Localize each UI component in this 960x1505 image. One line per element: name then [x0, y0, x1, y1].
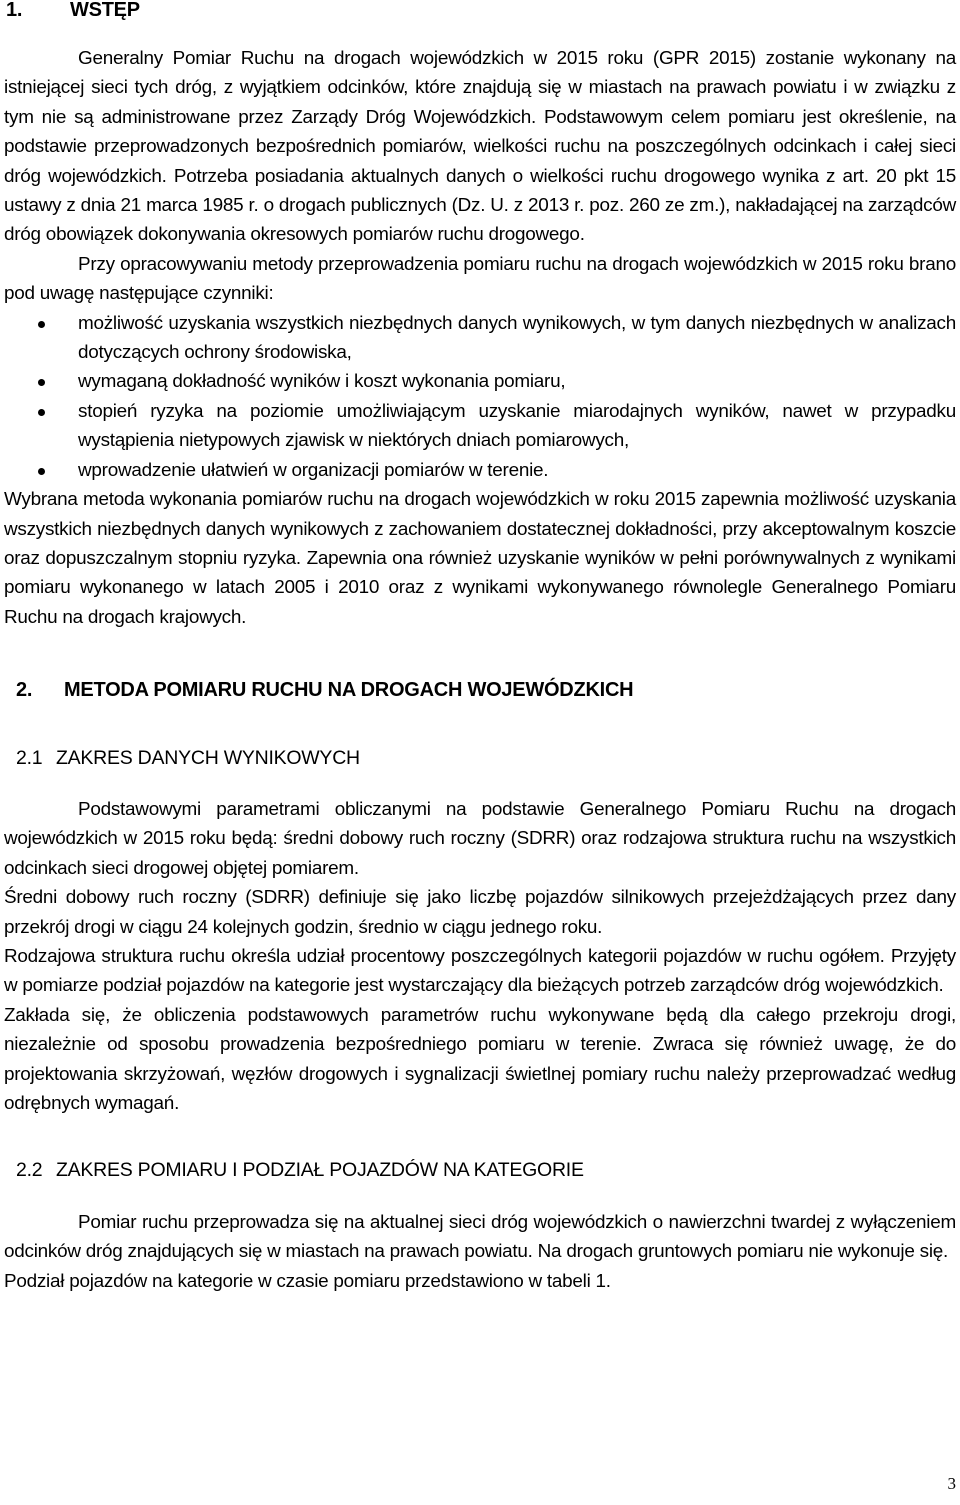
document-page: [4, 0, 956, 1296]
section-1-number: 1.: [6, 0, 23, 21]
section-2-title: METODA POMIARU RUCHU NA DROGACH WOJEWÓDZKICH: [64, 679, 634, 702]
section-2-1-title: ZAKRES DANYCH WYNIKOWYCH: [56, 746, 360, 769]
section-2-1-paragraph-2: Średni dobowy ruch roczny (SDRR) definiuje się jako liczbę pojazdów silnikowych przejeżdżających przez dany przekrój drogi w ciągu 24 kolejnych godzin, średnio w ciągu jednego roku.: [4, 887, 956, 938]
page-number: 3: [947, 1474, 956, 1493]
section-2-2-heading: [16, 1156, 956, 1185]
section-2-1-paragraph-4: Zakłada się, że obliczenia podstawowych parametrów ruchu wykonywane będą dla całego przekroju drogi, niezależnie od sposobu prowadzenia bezpośredniego pomiaru w terenie. Zwraca się również uwagę, że do projektowania skrzyżowań, węzłów drogowych i sygnalizacji świetlnej pomiary ruchu należy przeprowadzać według odrębnych wymagań.: [4, 1004, 956, 1114]
section-1-paragraph-3: Wybrana metoda wykonania pomiarów ruchu na drogach wojewódzkich w roku 2015 zapewnia możliwość uzyskania wszystkich niezbędnych danych wynikowych z zachowaniem dostatecznej dokładności, przy akceptowalnym koszcie oraz dopuszczalnym stopniu ryzyka. Zapewnia ona również uzyskanie wyników w pełni porównywalnych z wynikami pomiaru wykonanego w latach 2005 i 2010 oraz z wynikami wykonywanego równolegle Generalnego Pomiaru Ruchu na drogach krajowych.: [4, 489, 956, 628]
section-2-2-number: 2.2: [16, 1159, 43, 1182]
section-1-heading: [6, 0, 956, 23]
section-2-1-heading: [16, 744, 956, 773]
section-2-1-paragraph-3: Rodzajowa struktura ruchu określa udział procentowy poszczególnych kategorii pojazdów w ruchu ogółem. Przyjęty w pomiarze podział pojazdów na kategorie jest wystarczający dla bieżących potrzeb zarządców dróg wojewódzkich.: [4, 945, 956, 997]
section-1-paragraph-2: Przy opracowywaniu metody przeprowadzenia pomiaru ruchu na drogach wojewódzkich w 2015 roku brano pod uwagę następujące czynniki:: [4, 253, 956, 305]
section-2-heading: [16, 676, 956, 705]
section-1-paragraph-1: Generalny Pomiar Ruchu na drogach wojewódzkich w 2015 roku (GPR 2015) zostanie wykonany na istniejącej sieci tych dróg, z wyjątkiem odcinków, które znajdują się w miastach na prawach powiatu i w związku z tym nie są administrowane przez Zarządy Dróg Wojewódzkich. Podstawowym celem pomiaru jest określenie, na podstawie przeprowadzonych bezpośrednich pomiarów, wielkości ruchu na poszczególnych odcinkach i całej sieci dróg wojewódzkich. Potrzeba posiadania aktualnych danych o wielkości ruchu drogowego wynika z art. 20 pkt 15 ustawy z dnia 21 marca 1985 r. o drogach publicznych (Dz. U. z 2013 r. poz. 260 ze zm.), nakładającej na zarządców dróg obowiązek dokonywania okresowych pomiarów ruchu drogowego.: [4, 48, 956, 246]
section-2-2-title: ZAKRES POMIARU I PODZIAŁ POJAZDÓW NA KATEGORIE: [56, 1159, 584, 1182]
section-2-1-paragraph-1: Podstawowymi parametrami obliczanymi na podstawie Generalnego Pomiaru Ruchu na drogach wojewódzkich w 2015 roku będą: średni dobowy ruch roczny (SDRR) oraz rodzajowa struktura ruchu na wszystkich odcinkach sieci drogowej objętej pomiarem.: [4, 798, 956, 879]
list-item: wymaganą dokładność wyników i koszt wykonania pomiaru,: [78, 367, 956, 396]
section-2-number: 2.: [16, 679, 33, 702]
list-item: stopień ryzyka na poziomie umożliwiającym uzyskanie miarodajnych wyników, nawet w przypadku wystąpienia nietypowych zjawisk w niektórych dniach pomiarowych,: [78, 397, 956, 456]
list-item: możliwość uzyskania wszystkich niezbędnych danych wynikowych, w tym danych niezbędnych w analizach dotyczących ochrony środowiska,: [78, 309, 956, 368]
section-2-2-paragraph-2: Podział pojazdów na kategorie w czasie pomiaru przedstawiono w tabeli 1.: [4, 1270, 611, 1292]
section-1-title: WSTĘP: [70, 0, 140, 21]
section-2-1-number: 2.1: [16, 746, 43, 769]
list-item: wprowadzenie ułatwień w organizacji pomiarów w terenie.: [78, 456, 956, 485]
factors-list: [4, 309, 956, 485]
section-2-2-paragraph-1: Pomiar ruchu przeprowadza się na aktualnej sieci dróg wojewódzkich o nawierzchni twardej z wyłączeniem odcinków dróg znajdujących się w miastach na prawach powiatu. Na drogach gruntowych pomiaru nie wykonuje się.: [4, 1211, 956, 1263]
